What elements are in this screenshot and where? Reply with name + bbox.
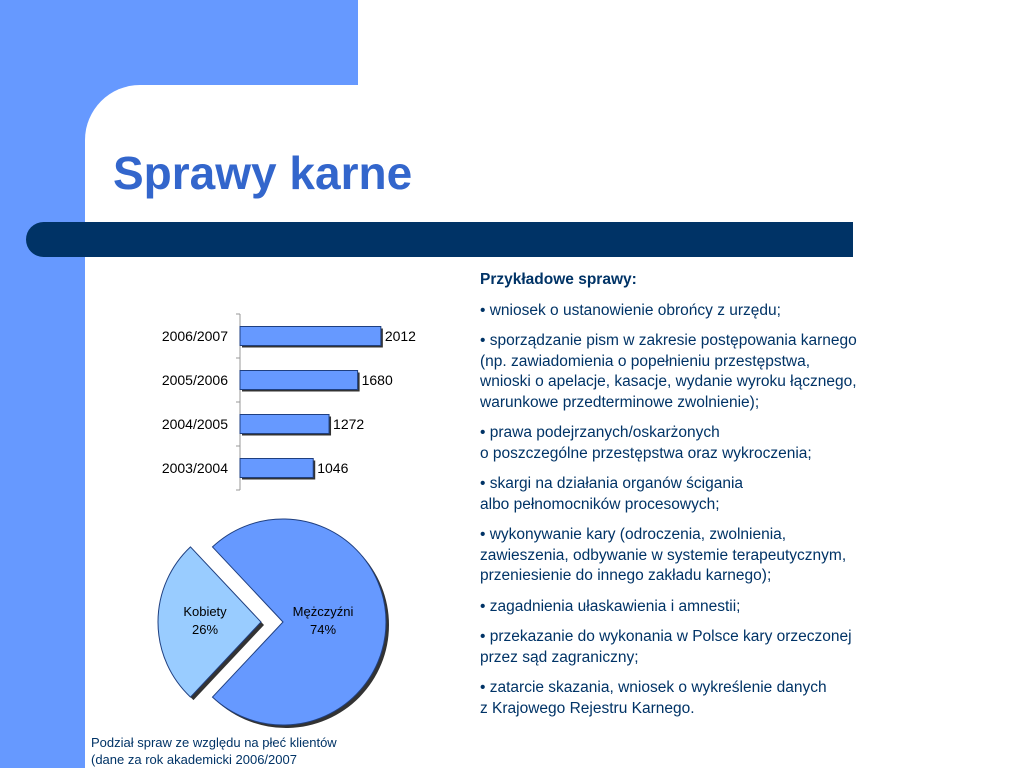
bar-data-label: 1272	[333, 416, 365, 432]
slide-title: Sprawy karne	[113, 147, 413, 199]
example-item: • przekazanie do wykonania w Polsce kary orzeczonej przez sąd zagraniczny;	[480, 628, 852, 666]
example-item: • zatarcie skazania, wniosek o wykreślenie danych z Krajowego Rejestru Karnego.	[480, 679, 827, 717]
bar-data-label: 1680	[361, 372, 393, 388]
bar-data-label: 2012	[384, 328, 416, 344]
examples-panel	[480, 270, 920, 729]
bar	[240, 459, 313, 478]
bar-category-label: 2003/2004	[161, 460, 228, 476]
bar	[240, 415, 329, 434]
bar-chart	[140, 310, 440, 500]
title-underline-bar	[26, 222, 853, 257]
bar-category-label: 2006/2007	[161, 328, 228, 344]
bar	[240, 327, 381, 346]
pie-slice-value: 74%	[309, 622, 337, 637]
example-item: • skargi na działania organów ścigania albo pełnomocników procesowych;	[480, 475, 744, 513]
example-item: • wniosek o ustanowienie obrońcy z urzędu;	[480, 301, 781, 319]
bar-data-label: 1046	[317, 460, 349, 476]
chart-caption: Podział spraw ze względu na płeć klientów (dane za rok akademicki 2006/2007	[91, 735, 337, 767]
pie-slice-label: Kobiety	[183, 604, 227, 619]
bar-category-label: 2004/2005	[161, 416, 228, 432]
examples-heading: Przykładowe sprawy:	[480, 271, 637, 288]
bar	[240, 371, 358, 390]
example-item: • zagadnienia ułaskawienia i amnestii;	[480, 597, 741, 615]
example-item: • prawa podejrzanych/oskarżonych o poszczególne przestępstwa oraz wykroczenia;	[480, 424, 812, 462]
bar-category-label: 2005/2006	[161, 372, 228, 388]
pie-slice-value: 26%	[191, 622, 219, 637]
pie-slice-label: Mężczyźni	[292, 604, 354, 619]
pie-chart	[155, 510, 395, 735]
example-item: • wykonywanie kary (odroczenia, zwolnienia, zawieszenia, odbywanie w systemie terapeutycznym, przeniesienie do innego zakładu karnego);	[480, 526, 847, 584]
example-item: • sporządzanie pism w zakresie postępowania karnego (np. zawiadomienia o popełnieniu przestępstwa, wnioski o apelacje, kasacje, wydanie wyroku łącznego, warunkowe przedterminowe zwolnienie);	[480, 332, 857, 411]
